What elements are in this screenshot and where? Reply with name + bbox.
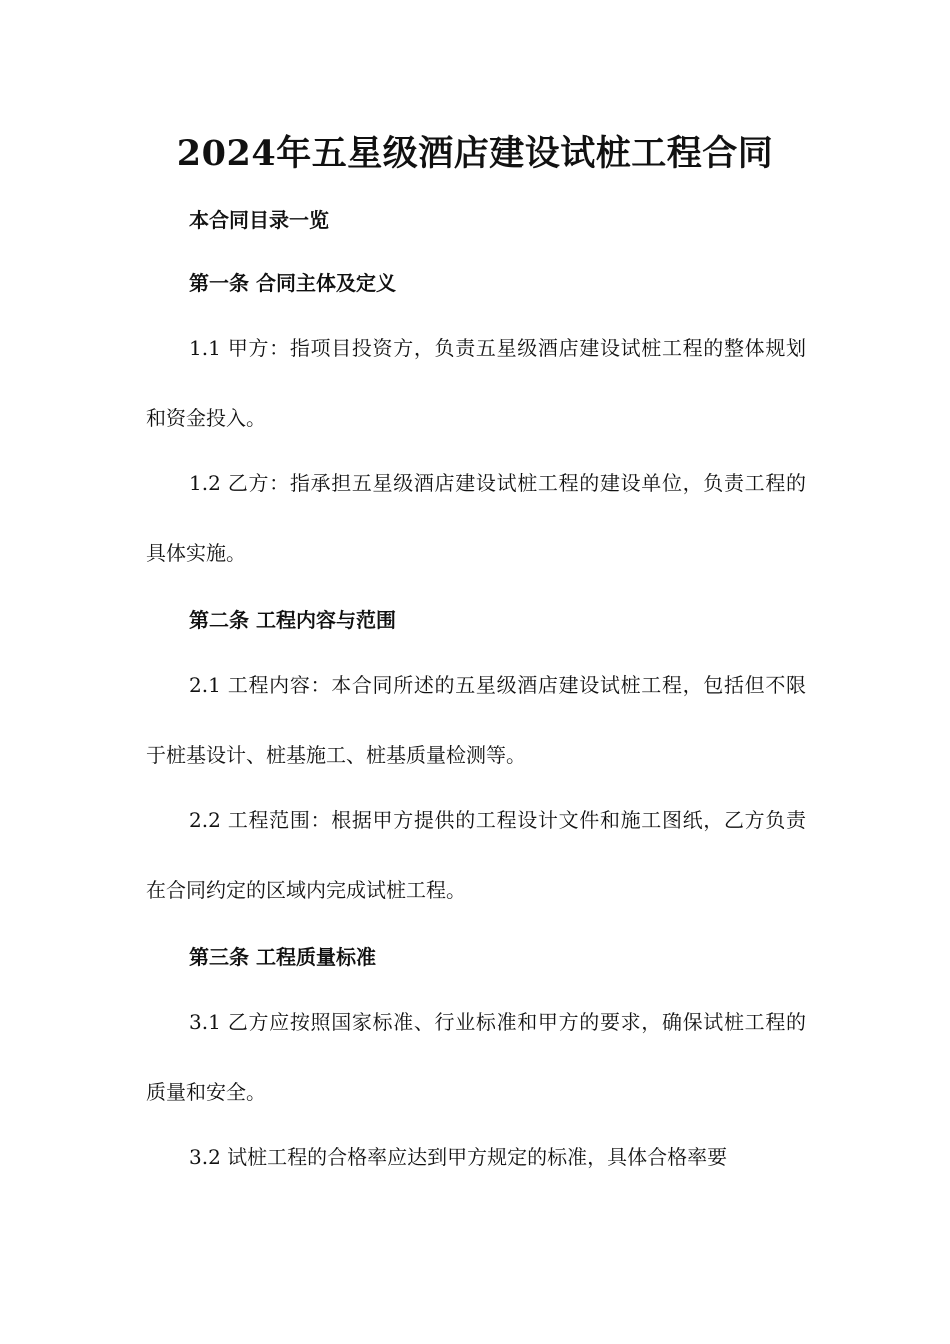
clause-1-1: 1.1 甲方：指项目投资方，负责五星级酒店建设试桩工程的整体规划和资金投入。: [146, 336, 806, 430]
section-heading-1: 第一条 合同主体及定义: [189, 271, 396, 295]
document-title: 2024年五星级酒店建设试桩工程合同: [176, 133, 774, 174]
clause-1-2: 1.2 乙方：指承担五星级酒店建设试桩工程的建设单位，负责工程的具体实施。: [146, 471, 806, 565]
section-heading-3: 第三条 工程质量标准: [189, 945, 376, 969]
toc-heading: 本合同目录一览: [189, 208, 329, 232]
clause-2-2: 2.2 工程范围：根据甲方提供的工程设计文件和施工图纸，乙方负责在合同约定的区域内完成试桩工程。: [146, 808, 806, 902]
clause-3-1: 3.1 乙方应按照国家标准、行业标准和甲方的要求，确保试桩工程的质量和安全。: [146, 1010, 806, 1104]
clause-3-2: 3.2 试桩工程的合格率应达到甲方规定的标准，具体合格率要: [189, 1145, 728, 1169]
section-heading-2: 第二条 工程内容与范围: [189, 608, 396, 632]
clause-2-1: 2.1 工程内容：本合同所述的五星级酒店建设试桩工程，包括但不限于桩基设计、桩基施工、桩基质量检测等。: [146, 673, 806, 767]
